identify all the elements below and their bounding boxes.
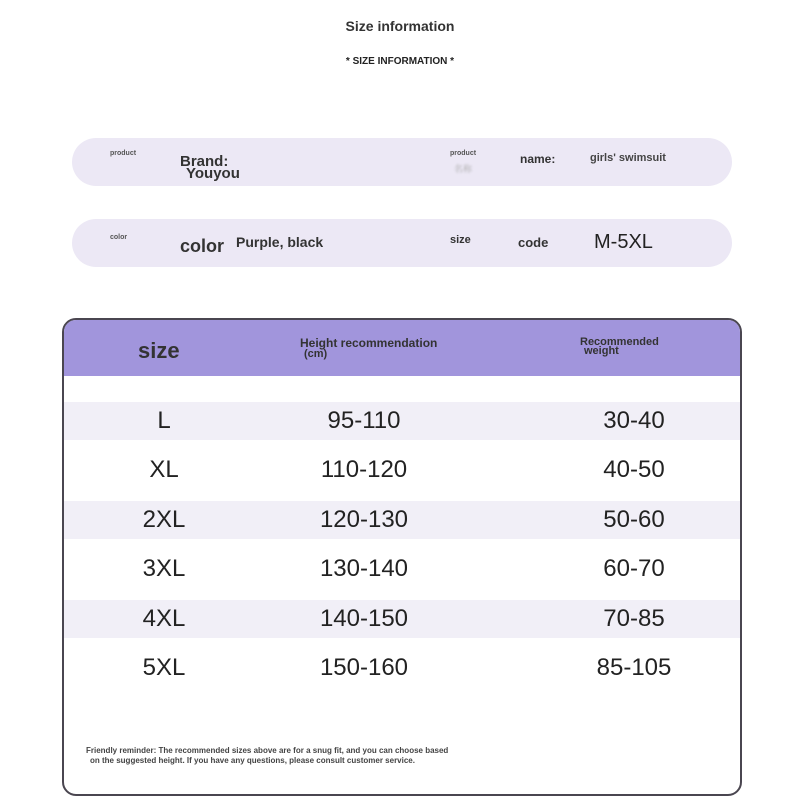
weight-cell: 60-70 xyxy=(603,555,665,582)
weight-cell: 70-85 xyxy=(603,605,665,632)
height-cell: 110-120 xyxy=(320,456,408,483)
code-value: M-5XL xyxy=(594,231,653,253)
blurred-text: 名称 xyxy=(454,164,473,174)
size-cell: L xyxy=(157,407,171,434)
brand-label: Brand: xyxy=(180,153,229,170)
size-cell: 2XL xyxy=(142,506,186,533)
height-cell: 140-150 xyxy=(319,605,409,632)
name-label: name: xyxy=(520,152,556,166)
col-header-weight-2: weight xyxy=(584,345,619,357)
brand-value: Youyou xyxy=(186,165,240,182)
color-label: color xyxy=(180,236,225,256)
table-row xyxy=(64,600,740,638)
size-chart-card xyxy=(62,318,742,796)
table-row xyxy=(64,649,740,687)
note-line-2: on the suggested height. If you have any questions, please consult customer service. xyxy=(90,756,415,765)
product-info-pill xyxy=(72,138,732,186)
table-row xyxy=(64,402,740,440)
color-value: Purple, black xyxy=(236,234,324,250)
col-header-size: size xyxy=(138,338,180,363)
table-row xyxy=(64,451,740,489)
col-header-height: Height recommendation xyxy=(300,336,438,350)
table-header xyxy=(64,320,740,376)
product-tiny-label: product xyxy=(110,150,137,157)
weight-cell: 30-40 xyxy=(603,407,665,434)
height-cell: 150-160 xyxy=(319,654,409,681)
size-cell: 5XL xyxy=(142,654,186,681)
note-line-1: Friendly reminder: The recommended sizes above are for a snug fit, and you can choose based xyxy=(86,746,449,755)
weight-cell: 40-50 xyxy=(603,456,665,483)
product-tiny-label-2: product xyxy=(450,150,477,157)
color-tiny-label: color xyxy=(110,234,128,241)
col-header-weight: Recommended xyxy=(580,336,659,348)
height-cell: 120-130 xyxy=(319,506,409,533)
weight-cell: 50-60 xyxy=(603,506,665,533)
size-cell: 3XL xyxy=(142,555,186,582)
page-subtitle: * SIZE INFORMATION * xyxy=(345,56,455,67)
table-row xyxy=(64,501,740,539)
size-label: size xyxy=(450,234,471,246)
size-cell: XL xyxy=(149,456,179,483)
friendly-reminder-note xyxy=(86,746,586,766)
page-title: Size information xyxy=(345,18,455,34)
col-header-height-unit: (cm) xyxy=(304,348,328,360)
height-cell: 95-110 xyxy=(327,407,401,434)
table-row xyxy=(64,550,740,588)
weight-cell: 85-105 xyxy=(596,654,672,681)
name-value: girls' swimsuit xyxy=(590,152,666,164)
code-label: code xyxy=(518,235,549,250)
color-size-pill xyxy=(72,219,732,267)
size-cell: 4XL xyxy=(142,605,186,632)
height-cell: 130-140 xyxy=(319,555,409,582)
